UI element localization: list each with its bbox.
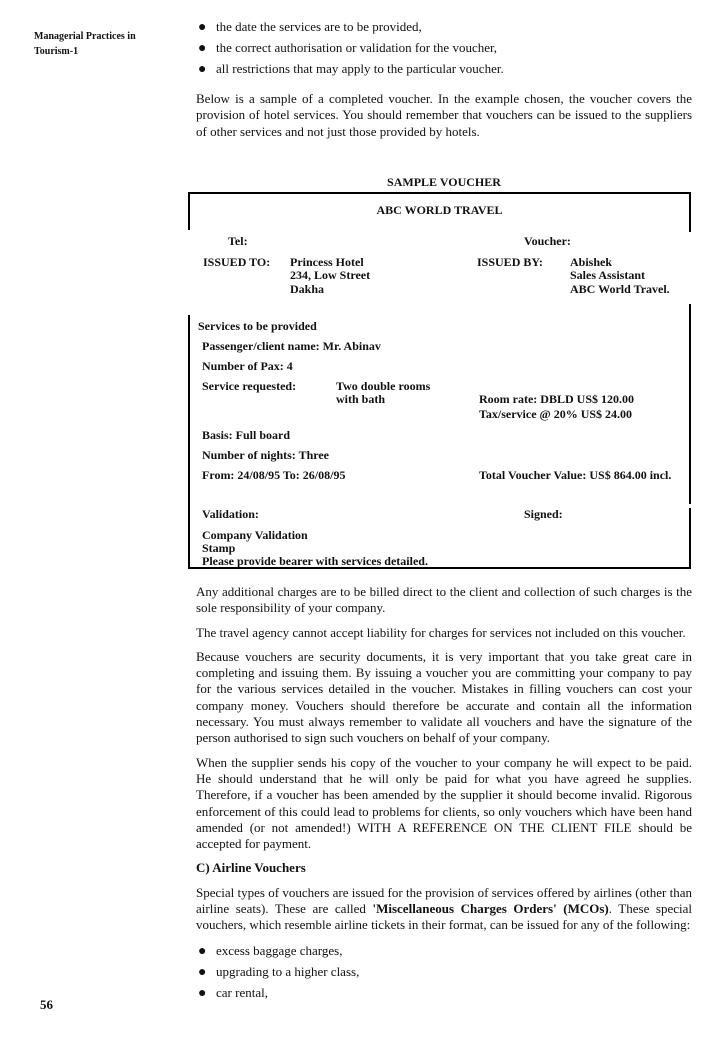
bearer-instruction: Please provide bearer with services detailed. (202, 554, 428, 568)
issued-by-line: Abishek (570, 255, 613, 269)
voucher-title: SAMPLE VOUCHER (387, 175, 501, 189)
bullet-icon: ● (198, 985, 207, 1001)
bullet-icon: ● (198, 964, 207, 980)
passenger-name: Passenger/client name: Mr. Abinav (202, 339, 381, 353)
company-validation: Company Validation (202, 528, 308, 542)
service-line: with bath (336, 392, 386, 406)
issued-to-line: Princess Hotel (290, 255, 364, 269)
issued-to-line: Dakha (290, 282, 325, 296)
sample-voucher (188, 192, 691, 569)
list-item: ● all restrictions that may apply to the particular voucher. (198, 61, 504, 77)
list-item: ● car rental, (198, 984, 268, 1001)
intro-paragraph: Below is a sample of a completed voucher. In the example chosen, the voucher covers the provision of hotel services. You should remember that vouchers can be issued to the suppliers of other services and not just those provided by hotels. (196, 91, 692, 139)
voucher-border-top (188, 192, 691, 194)
nights: Number of nights: Three (202, 448, 330, 462)
list-item: ● the correct authorisation or validation for the voucher, (198, 40, 498, 56)
top-section (196, 18, 692, 148)
list-item: ● upgrading to a higher class, (198, 963, 360, 980)
services-heading: Services to be provided (198, 319, 317, 333)
paragraph: The travel agency cannot accept liability for charges for services not included on this voucher. (196, 624, 686, 640)
voucher-number-label: Voucher: (524, 234, 571, 248)
service-requested-label: Service requested: (202, 379, 297, 393)
bullet-list-bottom (196, 942, 692, 1005)
header-title: Managerial Practices in (34, 31, 136, 42)
paragraph: Any additional charges are to be billed direct to the client and collection of such charges is the sole responsibility of your company. (196, 584, 692, 616)
issued-by-line: ABC World Travel. (570, 282, 670, 296)
stay-dates: From: 24/08/95 To: 26/08/95 (202, 468, 346, 482)
list-item: ● excess baggage charges, (198, 942, 343, 959)
mco-term: 'Miscellaneous Charges Orders' (MCOs) (372, 901, 609, 917)
validation-label: Validation: (202, 507, 259, 521)
pax-count: Number of Pax: 4 (202, 359, 293, 373)
bullet-list-top (196, 18, 692, 81)
voucher-company: ABC WORLD TRAVEL (376, 203, 503, 217)
list-item: ● the date the services are to be provided, (198, 19, 422, 35)
header-subtitle: Tourism-1 (34, 46, 79, 57)
paragraph: When the supplier sends his copy of the voucher to your company he will expect to be paid. He should understand that he will only be paid for what you have agreed he supplies. Therefore, if a voucher has been amended by the supplier it should become invalid. Rigorous enforcement of this could lead to problems for clients, so only vouchers which have been hand amended (or not amended!) WITH A REFERENCE ON THE CLIENT FILE should be accepted for payment. (196, 754, 692, 852)
tel-label: Tel: (228, 234, 248, 248)
bullet-icon: ● (198, 20, 207, 35)
bullet-icon: ● (198, 62, 207, 77)
bullet-icon: ● (198, 943, 207, 959)
room-rate: Room rate: DBLD US$ 120.00 (479, 392, 634, 406)
stamp-label: Stamp (202, 541, 236, 555)
voucher-border-right-lower (689, 508, 691, 568)
page-number: 56 (40, 997, 53, 1012)
bullet-icon: ● (198, 41, 207, 56)
service-line: Two double rooms (336, 379, 431, 393)
airline-paragraph: Special types of vouchers are issued for the provision of services offered by airlines (other than airline seats). These are called 'Miscellaneous Charges Orders' (MCOs). These special vouchers, which resemble airline tickets in their format, can be issued for any of the following: (196, 884, 692, 933)
issued-to-line: 234, Low Street (290, 268, 371, 282)
issued-to-label: ISSUED TO: (203, 255, 271, 269)
total-value: Total Voucher Value: US$ 864.00 incl. (479, 468, 672, 482)
voucher-border-right-mid (689, 304, 691, 504)
basis: Basis: Full board (202, 428, 291, 442)
tax-service: Tax/service @ 20% US$ 24.00 (479, 407, 633, 421)
body-text (196, 584, 692, 1005)
voucher-border-left-lower (188, 315, 190, 569)
section-heading: C) Airline Vouchers (196, 860, 306, 876)
issued-by-label: ISSUED BY: (477, 255, 543, 269)
issued-by-line: Sales Assistant (570, 268, 646, 282)
running-header (34, 29, 136, 59)
signed-label: Signed: (524, 507, 563, 521)
paragraph: Because vouchers are security documents, it is very important that you take great care in completing and issuing them. By issuing a voucher you are committing your company to pay for the various services detailed in the voucher. Mistakes in filling vouchers can cost your company money. Vouchers should therefore be accurate and contain all the information necessary. You must always remember to validate all vouchers and have the signature of the person authorised to sign such vouchers on behalf of your company. (196, 648, 692, 746)
